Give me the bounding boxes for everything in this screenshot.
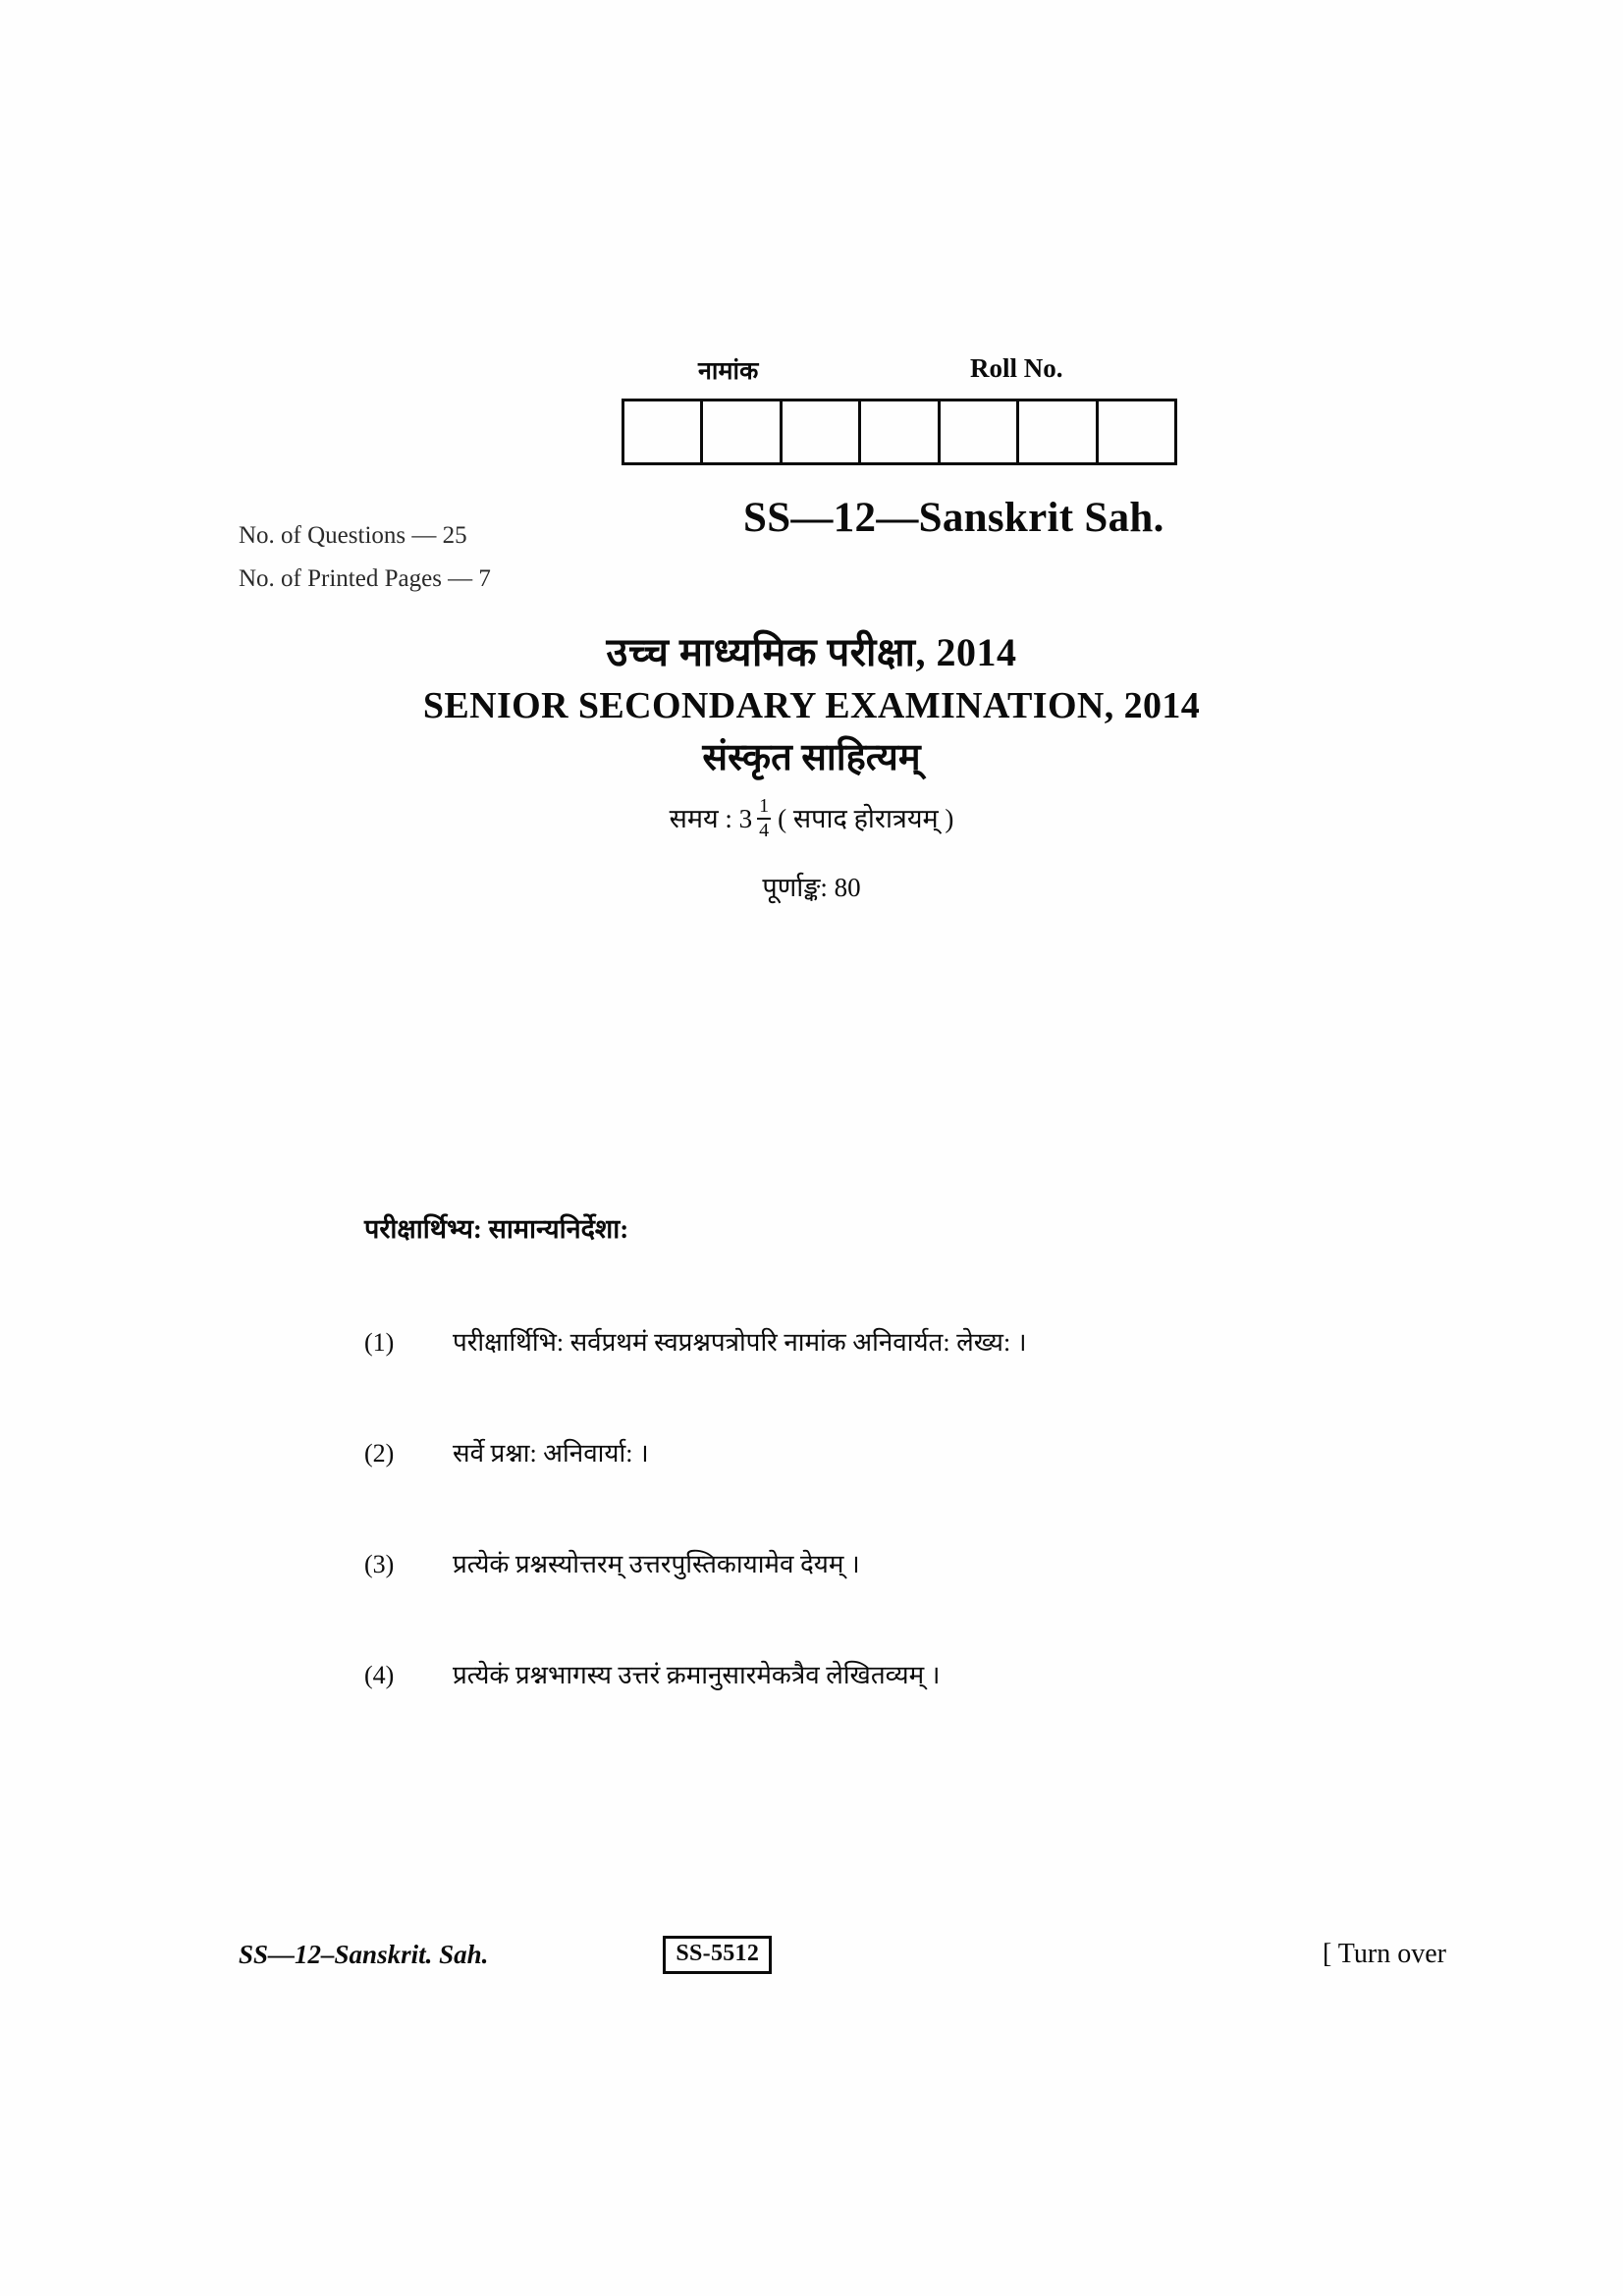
roll-number-labels <box>622 353 1177 399</box>
footer-code-box: SS-5512 <box>663 1936 772 1974</box>
fraction-numerator: 1 <box>757 796 771 820</box>
paper-code-title: SS—12—Sanskrit Sah. <box>743 495 1164 541</box>
subject-title: संस्कृत साहित्यम् <box>702 737 921 779</box>
instruction-item <box>364 1325 1444 1360</box>
instruction-item <box>364 1436 1444 1470</box>
paper-meta-info <box>239 514 491 601</box>
instruction-number: (1) <box>364 1328 395 1357</box>
footer-paper-code: SS—12–Sanskrit. Sah. <box>239 1939 489 1969</box>
duration-suffix: ( सपाद होरात्रयम् ) <box>778 804 954 834</box>
exam-heading-block <box>0 628 1623 904</box>
instruction-item <box>364 1658 1444 1692</box>
instruction-number: (2) <box>364 1439 395 1468</box>
instruction-item <box>364 1547 1444 1581</box>
roll-number-cell[interactable] <box>941 401 1019 462</box>
namank-label: नामांक <box>698 358 759 385</box>
instructions-heading: परीक्षार्थिभ्य: सामान्यनिर्देशा: <box>364 1214 629 1244</box>
roll-number-cell[interactable] <box>703 401 782 462</box>
roll-number-cell[interactable] <box>624 401 703 462</box>
duration-fraction <box>757 796 771 841</box>
roll-number-grid[interactable] <box>622 399 1177 465</box>
footer-turn-over: [ Turn over <box>1322 1939 1446 1970</box>
no-of-questions: No. of Questions — 25 <box>239 522 467 549</box>
page-footer <box>239 1936 1446 1974</box>
roll-number-cell[interactable] <box>1019 401 1098 462</box>
no-of-printed-pages: No. of Printed Pages — 7 <box>239 565 491 592</box>
instruction-text: प्रत्येकं प्रश्नभागस्य उत्तरं क्रमानुसारमेकत्रैव लेखितव्यम् । <box>453 1661 941 1690</box>
instruction-text: परीक्षार्थिभि: सर्वप्रथमं स्वप्रश्नपत्रोपरि नामांक अनिवार्यत: लेख्य: । <box>453 1328 1027 1357</box>
exam-title-english: SENIOR SECONDARY EXAMINATION, 2014 <box>422 685 1201 726</box>
exam-duration <box>0 794 1623 842</box>
roll-number-block <box>622 353 1177 465</box>
instructions-list <box>364 1325 1444 1769</box>
fraction-denominator: 4 <box>759 819 770 841</box>
duration-prefix: समय : 3 <box>669 804 753 834</box>
roll-number-cell[interactable] <box>1099 401 1174 462</box>
instruction-text: प्रत्येकं प्रश्नस्योत्तरम् उत्तरपुस्तिकायामेव देयम् । <box>453 1550 860 1579</box>
exam-title-hindi: उच्च माध्यमिक परीक्षा, 2014 <box>606 630 1017 674</box>
instruction-number: (3) <box>364 1550 395 1579</box>
roll-number-cell[interactable] <box>861 401 940 462</box>
instruction-number: (4) <box>364 1661 395 1690</box>
roll-no-label: Roll No. <box>970 353 1063 383</box>
maximum-marks: पूर्णाङ्क: 80 <box>762 872 861 902</box>
roll-number-cell[interactable] <box>783 401 861 462</box>
instruction-text: सर्वे प्रश्ना: अनिवार्या: । <box>453 1439 649 1468</box>
